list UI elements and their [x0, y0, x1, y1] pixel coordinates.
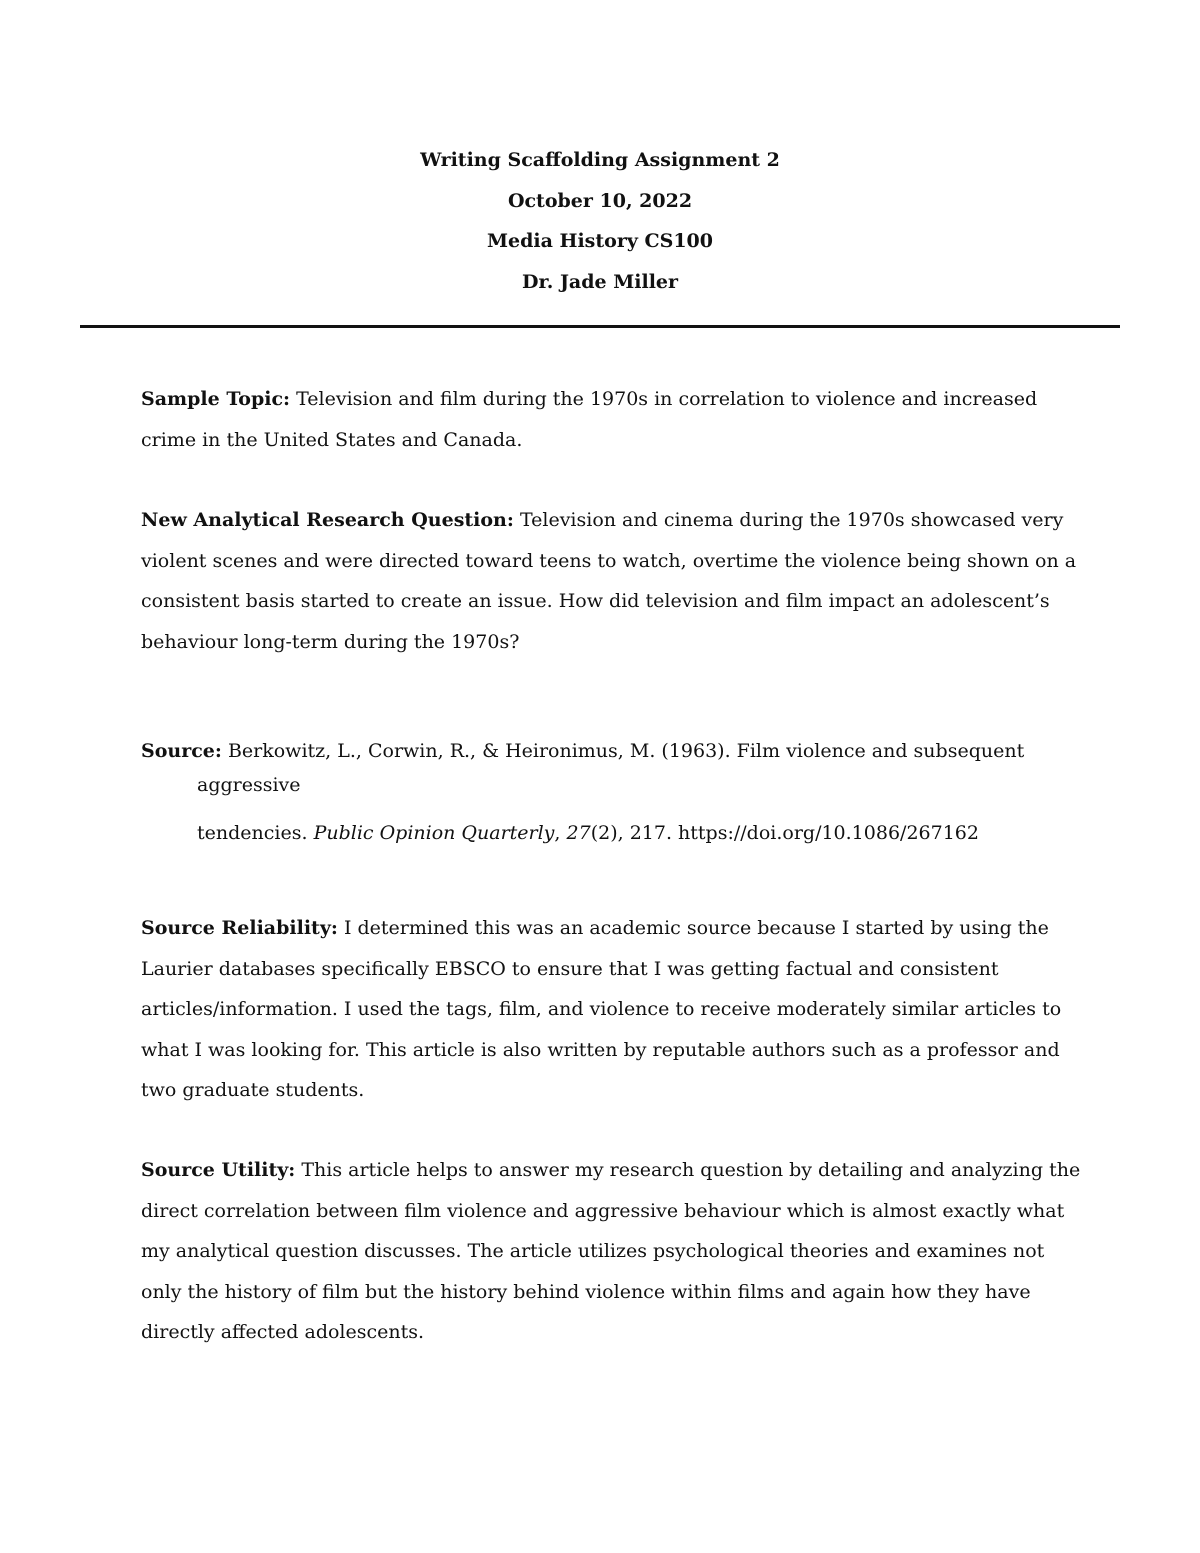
- research-question-paragraph: [141, 500, 1077, 662]
- source-citation-paragraph: [141, 731, 1061, 853]
- paragraph-line: direct correlation between film violence and aggressive behaviour which is almost exactly what: [141, 1199, 1065, 1222]
- assignment-title: Writing Scaffolding Assignment 2: [420, 149, 780, 171]
- sample-topic-text: Television and film during the 1970s in correlation to violence and increased: [296, 388, 1038, 410]
- source-label: Source:: [141, 740, 222, 762]
- research-question-text: Television and cinema during the 1970s showcased very: [519, 509, 1064, 531]
- instructor-name: Dr. Jade Miller: [521, 270, 679, 293]
- paragraph-line: consistent basis started to create an issue. How did television and film impact an adolescent’s: [141, 590, 1050, 612]
- header-divider: [80, 325, 1120, 328]
- paragraph-line: my analytical question discusses. The article utilizes psychological theories and examines not: [141, 1240, 1045, 1262]
- source-reliability-text: I determined this was an academic source because I started by using the: [343, 917, 1049, 939]
- paragraph-line: articles/information. I used the tags, film, and violence to receive moderately similar articles to: [141, 998, 1062, 1020]
- journal-volume: 27: [566, 821, 591, 844]
- paragraph-line: [141, 731, 1061, 772]
- document-header: [0, 140, 1200, 302]
- paragraph-line: crime in the United States and Canada.: [141, 428, 523, 451]
- journal-name: Public Opinion Quarterly: [313, 821, 555, 844]
- citation-authors: Berkowitz, L., Corwin, R., & Heironimus, M. (1963). Film violence and subsequent: [227, 740, 1025, 762]
- paragraph-line: what I was looking for. This article is also written by reputable authors such as a professor and: [141, 1038, 1060, 1061]
- paragraph-line: tendencies. Public Opinion Quarterly, 27(2), 217. https://doi.org/10.1086/267162: [197, 821, 979, 844]
- research-question-label: New Analytical Research Question:: [141, 509, 514, 531]
- paragraph-line: violent scenes and were directed toward teens to watch, overtime the violence being shown on a: [141, 549, 1077, 572]
- sample-topic-label: Sample Topic:: [141, 388, 291, 410]
- assignment-date: October 10, 2022: [507, 189, 693, 212]
- course-name: Media History CS100: [486, 230, 714, 252]
- paragraph-line: [141, 379, 1061, 420]
- paragraph-line: two graduate students.: [141, 1079, 365, 1101]
- paragraph-line: only the history of film but the history behind violence within films and again how they have: [141, 1280, 1031, 1303]
- paragraph-line: [141, 1150, 1081, 1191]
- source-reliability-label: Source Reliability:: [141, 917, 338, 939]
- paragraph-line: [141, 908, 1061, 949]
- paragraph-line: aggressive: [197, 773, 301, 796]
- citation-doi: (2), 217. https://doi.org/10.1086/267162: [590, 821, 979, 844]
- citation-title-end: tendencies.: [197, 821, 308, 844]
- sample-topic-paragraph: [141, 379, 1061, 460]
- source-reliability-paragraph: [141, 908, 1061, 1111]
- source-utility-label: Source Utility:: [141, 1159, 296, 1181]
- source-utility-text: This article helps to answer my research question by detailing and analyzing the: [301, 1159, 1081, 1181]
- paragraph-line: behaviour long-term during the 1970s?: [141, 630, 520, 653]
- paragraph-line: Laurier databases specifically EBSCO to ensure that I was getting factual and consistent: [141, 957, 999, 980]
- paragraph-line: [141, 500, 1064, 541]
- source-utility-paragraph: [141, 1150, 1081, 1353]
- paragraph-line: directly affected adolescents.: [141, 1321, 425, 1343]
